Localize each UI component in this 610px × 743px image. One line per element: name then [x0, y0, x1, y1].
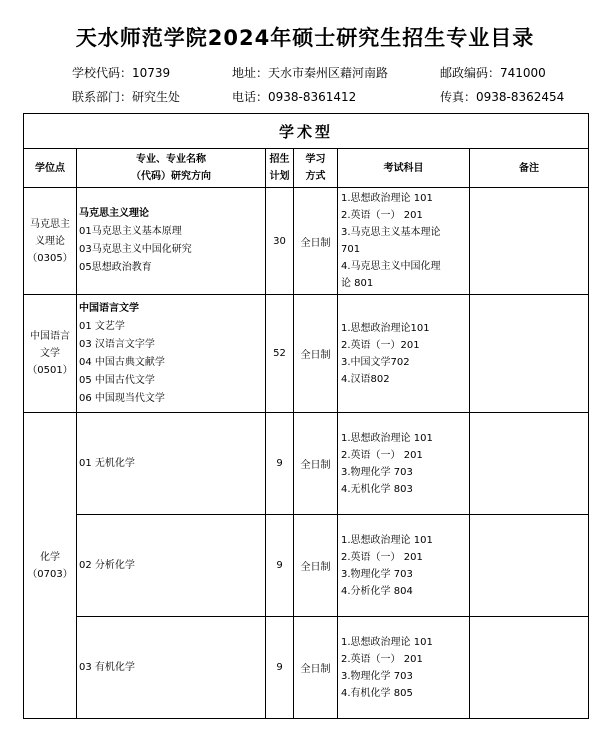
exam-item: 3.中国文学702: [341, 356, 410, 368]
address: 地址：天水市秦州区藉河南路: [232, 66, 389, 80]
note-cell: [470, 188, 589, 295]
header-mode-line2: 方式: [305, 171, 326, 182]
program-table: [23, 113, 589, 719]
direction-cell: 02 分析化学: [77, 515, 266, 617]
direction-item: 06 中国现当代文学: [79, 392, 165, 404]
exam-item: 3.物理化学 703: [341, 670, 413, 682]
exams-cell: [338, 617, 470, 719]
direction-item: 01 文艺学: [79, 320, 125, 332]
header-mode-line1: 学习: [305, 154, 326, 165]
discipline-name: 中国语言: [30, 331, 70, 342]
discipline-code: （0703）: [27, 568, 73, 580]
exams-cell: [338, 515, 470, 617]
exam-item: 4.马克思主义中国化理: [341, 261, 441, 272]
table-row: [24, 413, 589, 515]
exam-item: 4.无机化学 803: [341, 483, 413, 495]
discipline-name: 马克思主: [30, 218, 70, 230]
exam-item: 4.有机化学 805: [341, 687, 413, 699]
contact-department: 联系部门：研究生处: [72, 90, 181, 104]
header-major-line2: （代码）研究方向: [131, 171, 211, 182]
mode-cell: 全日制: [294, 617, 338, 719]
header-discipline: 学位点: [24, 149, 77, 188]
exams-cell: [338, 295, 470, 413]
major-title: 马克思主义理论: [79, 208, 149, 219]
note-cell: [470, 295, 589, 413]
major-title: 中国语言文学: [79, 302, 139, 314]
table-header: [24, 149, 589, 188]
discipline-code: （0501）: [27, 365, 73, 376]
quota-cell: 9: [266, 413, 294, 515]
direction-item: 05 中国古代文学: [79, 374, 155, 386]
exam-item: 2.英语（一） 201: [341, 653, 423, 665]
table-row: [24, 295, 589, 413]
discipline-cell: [24, 413, 77, 719]
exam-item: 4.分析化学 804: [341, 585, 413, 597]
fax: 传真：0938-8362454: [440, 90, 565, 104]
school-code: 学校代码：10739: [72, 66, 171, 80]
exam-item: 701: [341, 244, 361, 255]
note-cell: [470, 617, 589, 719]
discipline-cell: [24, 188, 77, 295]
exam-item: 3.马克思主义基本理论: [341, 227, 441, 238]
exam-item: 1.思想政治理论 101: [341, 636, 433, 648]
major-cell: [77, 188, 266, 295]
header-mode: [294, 149, 338, 188]
quota-cell: 9: [266, 515, 294, 617]
direction-cell: 03 有机化学: [77, 617, 266, 719]
mode-cell: 全日制: [294, 295, 338, 413]
direction-item: 05思想政治教育: [79, 262, 152, 273]
exam-item: 论 801: [341, 278, 374, 289]
note-cell: [470, 515, 589, 617]
discipline-name: 化学: [40, 551, 60, 563]
exam-item: 4.汉语802: [341, 373, 390, 385]
header-major-line1: 专业、专业名称: [136, 154, 206, 165]
exam-item: 1.思想政治理论 101: [341, 193, 433, 204]
postal-code: 邮政编码：741000: [440, 66, 546, 80]
mode-cell: 全日制: [294, 515, 338, 617]
page-title: 天水师范学院2024年硕士研究生招生专业目录: [75, 26, 535, 50]
header-notes: 备注: [470, 149, 589, 188]
exam-item: 3.物理化学 703: [341, 466, 413, 478]
exam-item: 2.英语（一） 201: [341, 210, 423, 221]
mode-cell: 全日制: [294, 413, 338, 515]
exams-cell: [338, 188, 470, 295]
quota-cell: 9: [266, 617, 294, 719]
mode-cell: 全日制: [294, 188, 338, 295]
header-major: [77, 149, 266, 188]
table-row: [24, 515, 589, 617]
table-row: [24, 188, 589, 295]
direction-item: 01马克思主义基本原理: [79, 226, 182, 237]
section-title: 学术型: [24, 114, 589, 149]
header-quota: [266, 149, 294, 188]
header-quota-line2: 计划: [269, 171, 290, 182]
direction-cell: 01 无机化学: [77, 413, 266, 515]
exam-item: 3.物理化学 703: [341, 568, 413, 580]
exam-item: 2.英语（一）201: [341, 339, 420, 351]
direction-item: 04 中国古典文献学: [79, 356, 165, 368]
direction-item: 03 汉语言文字学: [79, 338, 155, 350]
quota-cell: 52: [266, 295, 294, 413]
major-cell: [77, 295, 266, 413]
discipline-cell: [24, 295, 77, 413]
exam-item: 2.英语（一） 201: [341, 449, 423, 461]
direction-item: 03马克思主义中国化研究: [79, 244, 192, 255]
phone: 电话：0938-8361412: [232, 90, 357, 104]
exam-item: 2.英语（一） 201: [341, 551, 423, 563]
exam-item: 1.思想政治理论101: [341, 322, 430, 334]
discipline-code: （0305）: [27, 252, 73, 264]
header-exams: 考试科目: [338, 149, 470, 188]
exams-cell: [338, 413, 470, 515]
discipline-name: 义理论: [35, 235, 65, 247]
table-row: [24, 617, 589, 719]
exam-item: 1.思想政治理论 101: [341, 432, 433, 444]
quota-cell: 30: [266, 188, 294, 295]
discipline-name: 文学: [40, 348, 60, 359]
header-quota-line1: 招生: [269, 154, 290, 165]
exam-item: 1.思想政治理论 101: [341, 534, 433, 546]
note-cell: [470, 413, 589, 515]
